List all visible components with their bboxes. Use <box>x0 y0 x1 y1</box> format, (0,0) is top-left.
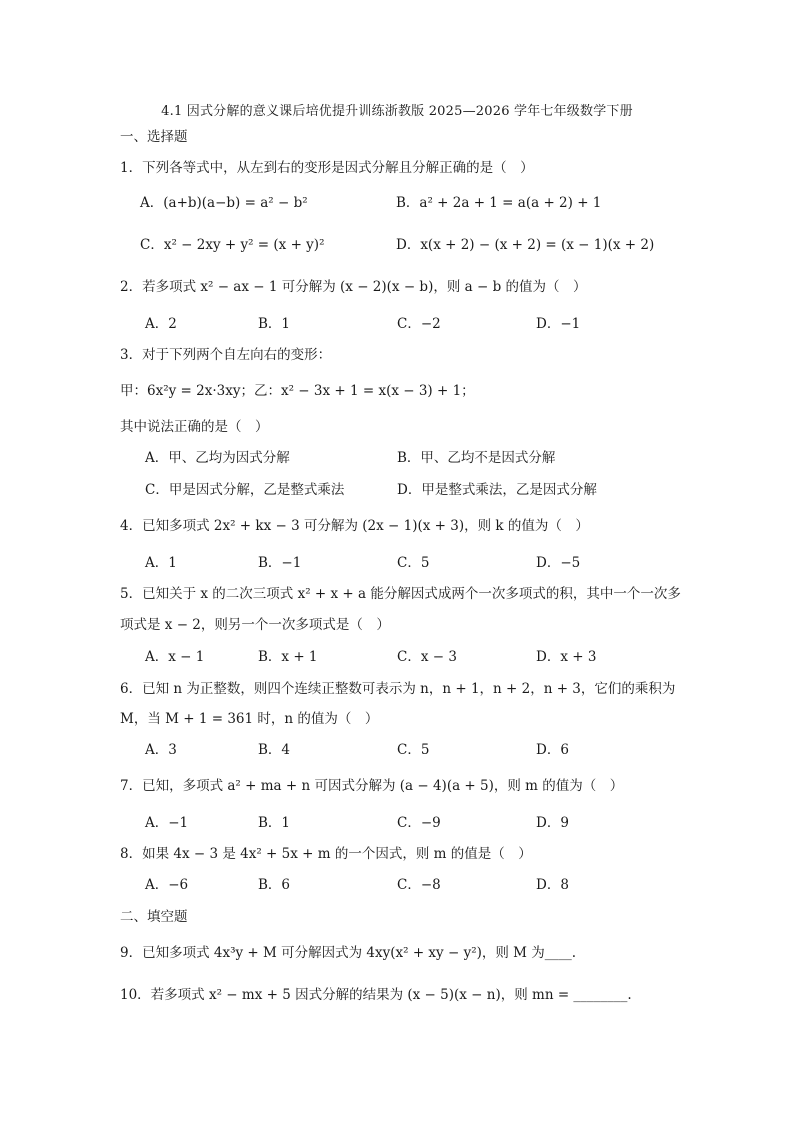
question-3-transformations: 甲：6x²y = 2x·3xy；乙：x² − 3x + 1 = x(x − 3) + 1； <box>120 383 475 399</box>
question-6-stem-continued: M，当 M + 1 = 361 时，n 的值为（ ） <box>120 711 379 727</box>
question-7-option-c: C．−9 <box>397 815 441 831</box>
question-4-stem: 4．已知多项式 2x² + kx − 3 可分解为 (2x − 1)(x + 3)，则 k 的值为（ ） <box>120 518 589 534</box>
question-8-option-a: A．−6 <box>145 877 189 893</box>
question-5-option-c: C．x − 3 <box>397 649 457 665</box>
question-1-option-c: C．x² − 2xy + y² = (x + y)² <box>140 237 325 253</box>
question-7-stem: 7．已知，多项式 a² + ma + n 可因式分解为 (a − 4)(a + 5)，则 m 的值为（ ） <box>120 778 624 794</box>
question-6-option-a: A．3 <box>145 742 177 758</box>
question-5-option-b: B．x + 1 <box>258 649 318 665</box>
question-8-stem: 8．如果 4x − 3 是 4x² + 5x + m 的一个因式，则 m 的值是（ ） <box>120 846 532 862</box>
question-8-option-d: D．8 <box>536 877 569 893</box>
question-3-prompt: 其中说法正确的是（ ） <box>120 419 269 435</box>
question-1-option-a: A．(a+b)(a−b) = a² − b² <box>140 195 308 211</box>
question-4-option-b: B．−1 <box>258 555 302 571</box>
question-1-stem: 1．下列各等式中，从左到右的变形是因式分解且分解正确的是（ ） <box>120 160 534 176</box>
question-3-stem: 3．对于下列两个自左向右的变形： <box>120 347 332 363</box>
question-5-stem-continued: 项式是 x − 2，则另一个一次多项式是（ ） <box>120 617 390 633</box>
question-8-option-b: B．6 <box>258 877 291 893</box>
question-4-option-d: D．−5 <box>536 555 581 571</box>
question-2-option-d: D．−1 <box>536 316 581 332</box>
question-1-option-b: B．a² + 2a + 1 = a(a + 2) + 1 <box>396 195 602 211</box>
question-6-option-d: D．6 <box>536 742 569 758</box>
question-2-stem: 2．若多项式 x² − ax − 1 可分解为 (x − 2)(x − b)，则 a − b 的值为（ ） <box>120 279 587 295</box>
document-title: 4.1 因式分解的意义课后培优提升训练浙教版 2025—2026 学年七年级数学下册 <box>161 104 633 119</box>
question-3-option-d: D．甲是整式乘法，乙是因式分解 <box>397 482 597 498</box>
question-4-option-a: A．1 <box>145 555 177 571</box>
question-5-option-d: D．x + 3 <box>536 649 597 665</box>
section-heading-choice: 一、选择题 <box>120 129 188 145</box>
question-9-stem: 9．已知多项式 4x³y + M 可分解因式为 4xy(x² + xy − y²)，则 M 为____. <box>120 945 577 961</box>
question-4-option-c: C．5 <box>397 555 430 571</box>
question-3-option-b: B．甲、乙均不是因式分解 <box>397 450 556 466</box>
question-2-option-a: A．2 <box>145 316 177 332</box>
question-3-option-c: C．甲是因式分解，乙是整式乘法 <box>145 482 345 498</box>
question-6-option-b: B．4 <box>258 742 291 758</box>
question-5-option-a: A．x − 1 <box>145 649 205 665</box>
question-1-option-d: D．x(x + 2) − (x + 2) = (x − 1)(x + 2) <box>396 237 655 253</box>
question-2-option-c: C．−2 <box>397 316 441 332</box>
question-6-option-c: C．5 <box>397 742 430 758</box>
question-2-option-b: B．1 <box>258 316 291 332</box>
question-5-stem: 5．已知关于 x 的二次三项式 x² + x + a 能分解因式成两个一次多项式的积，其中一个一次多 <box>120 586 681 602</box>
question-7-option-d: D．9 <box>536 815 569 831</box>
question-8-option-c: C．−8 <box>397 877 441 893</box>
question-10-stem: 10．若多项式 x² − mx + 5 因式分解的结果为 (x − 5)(x − n)，则 mn = ________. <box>120 987 632 1003</box>
question-3-option-a: A．甲、乙均为因式分解 <box>145 450 290 466</box>
question-7-option-b: B．1 <box>258 815 291 831</box>
question-7-option-a: A．−1 <box>145 815 189 831</box>
section-heading-fill-in: 二、填空题 <box>120 909 188 925</box>
question-6-stem: 6．已知 n 为正整数，则四个连续正整数可表示为 n，n + 1，n + 2，n + 3，它们的乘积为 <box>120 681 676 697</box>
